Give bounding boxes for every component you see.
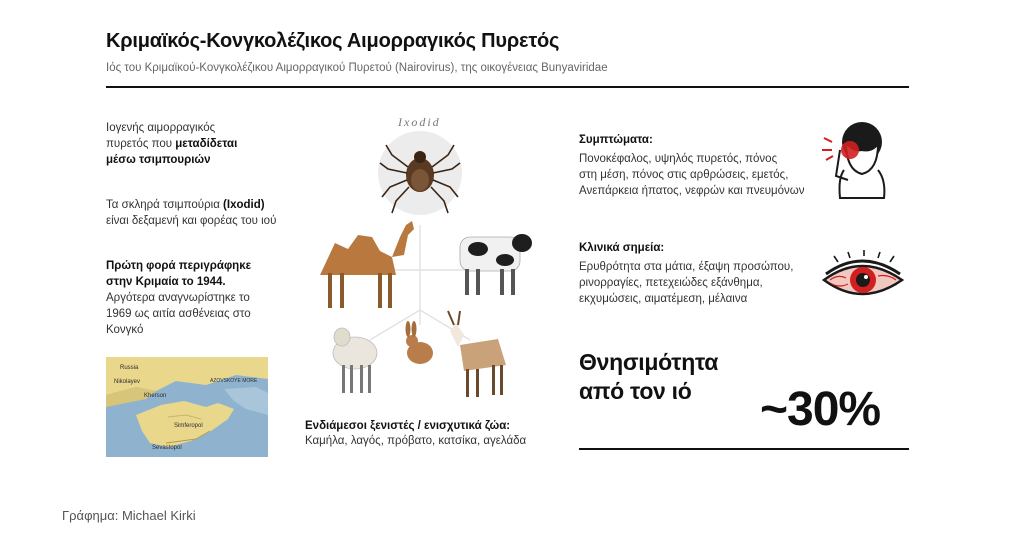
map-label: Kherson (144, 393, 167, 399)
rabbit-icon (406, 321, 434, 364)
history-text: Πρώτη φορά περιγράφηκε στην Κριμαία το 1944. Αργότερα αναγνωρίστηκε το 1969 ως αιτία ασθένειας στο Κονγκό (106, 260, 252, 336)
goat-icon (448, 311, 506, 397)
host-diagram (300, 125, 540, 410)
mortality-label: Θνησιμότητα από τον ιό (579, 349, 719, 404)
crimea-map (106, 357, 268, 457)
cow-icon (460, 234, 532, 295)
mortality-divider (579, 448, 909, 450)
map-label: Russia (120, 365, 139, 371)
mortality-value: ~30% (760, 383, 881, 436)
transmission-text: Ιογενής αιμορραγικός πυρετός που μεταδίδεται μέσω τσιμπουριών (106, 122, 238, 166)
map-label: Sevastopol (152, 445, 182, 451)
map-label: AZOVSKOYE MORE (210, 378, 258, 384)
hosts-list: Καμήλα, λαγός, πρόβατο, κατσίκα, αγελάδα (305, 435, 527, 447)
map-label: Simferopol (174, 423, 203, 429)
page-title: Κριμαϊκός-Κονγκολέζικος Αιμορραγικός Πυρετός (106, 30, 560, 52)
graphic-credit: Γράφημα: Michael Kirki (62, 508, 196, 523)
hosts-section (305, 420, 526, 447)
tick-icon (378, 131, 462, 215)
page-subtitle: Ιός του Κριμαϊκού-Κονγκολέζικου Αιμορραγικού Πυρετού (Nairovirus), της οικογένειας Bunyaviridae (106, 62, 608, 74)
headache-person-icon (818, 120, 906, 206)
clinical-signs-section: Κλινικά σημεία: Ερυθρότητα στα μάτια, έξαψη προσώπου, ρινορραγίες, πετεχειώδες εξάνθημα, εκχυμώσεις, αιματέμεση, μέλαινα (579, 242, 794, 305)
map-label: Nikolayev (114, 379, 141, 385)
red-eye-icon (818, 250, 906, 310)
camel-icon (320, 221, 414, 308)
sheep-icon (333, 328, 377, 393)
header-divider (106, 86, 909, 88)
hosts-title: Ενδιάμεσοι ξενιστές / ενισχυτικά ζώα: (305, 420, 511, 432)
ixodid-text: Τα σκληρά τσιμπούρια (Ixodid) είναι δεξαμενή και φορέας του ιού (106, 199, 277, 227)
tick-label: Ixodid (398, 115, 441, 129)
symptoms-section: Συμπτώματα: Πονοκέφαλος, υψηλός πυρετός, πόνος στη μέση, πόνος στις αρθρώσεις, εμετός, Ανεπάρκεια ήπατος, νεφρών και πνευμόνων (579, 134, 805, 197)
